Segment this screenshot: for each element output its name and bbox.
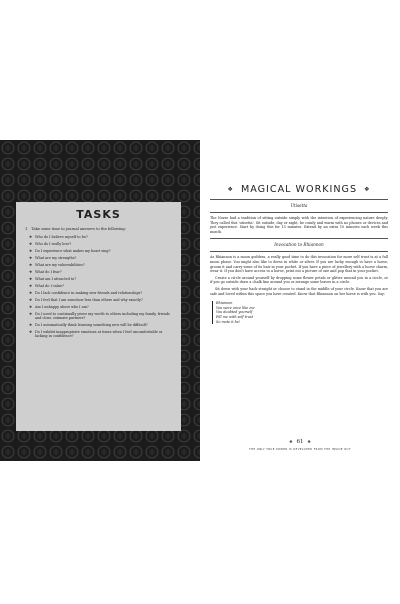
task-item	[29, 284, 172, 288]
bullet-icon: ❖	[29, 290, 33, 295]
bullet-icon: ❖	[29, 304, 33, 309]
task-item	[29, 235, 172, 239]
invocation-paragraph: Sit down with your back straight or choose to stand in the middle of your circle. Know that you are safe and loved within this space you have created. Know that Rhiannon on her horse is with you. Say:	[210, 286, 388, 296]
intro-number: 1.	[25, 227, 29, 231]
bullet-icon: ❖	[29, 283, 33, 288]
invocation-poem	[212, 301, 388, 324]
task-item	[29, 277, 172, 281]
ornament-icon: ❖	[289, 439, 293, 444]
right-page	[200, 140, 400, 461]
invocation-paragraph: Create a circle around yourself by dropping some flower petals or glitter around you in a circle, or if you go outside draw a chalk line around you or arrange some leaves in a circle.	[210, 275, 388, 285]
tasks-intro	[25, 227, 172, 232]
poem-line: Fill me with self trust	[216, 314, 254, 319]
bullet-icon: ❖	[29, 235, 33, 239]
task-list	[25, 235, 172, 339]
task-item	[29, 298, 172, 302]
task-text: Do I lack confidence in making new friends and relationships?	[35, 290, 143, 295]
task-item	[29, 242, 172, 246]
task-text: Do I experience what makes my heart sing?	[35, 248, 111, 253]
task-item	[29, 305, 172, 309]
invocation-paragraph: As Rhiannon is a moon goddess, a really good time to do this invocation for more self trust is at a full moon phase. You might also like to dress in white or silver. If you are lucky enough to have a horse, groom it and carry some of its hair in your pocket. If you have a piece of jewellery with a horse charm, wear it. If you don't have access to a horse, print out a picture of one and pop that in your pocket.	[210, 255, 388, 274]
task-item	[29, 312, 172, 321]
poem-line: So mote it be!	[216, 319, 241, 324]
task-text: Do I exhibit inappropriate emotions at times when I feel uncomfortable or lacking in confidence?	[35, 330, 163, 339]
utisetta-text: The Norse had a tradition of sitting outside simply with the intention of experiencing nature deeply. They called this 'utisetta'. Sit outside, day or night, be comfy and warm with no phones or devices and just experience. Start by doing this for 15 minutes. Extend by an extra 10 minutes each week this month.	[210, 216, 388, 234]
task-text: What are my strengths?	[35, 255, 77, 260]
ornament-icon: ❖	[364, 185, 371, 193]
poem-line: Rhiannon	[216, 301, 233, 306]
book-spread	[0, 140, 400, 461]
task-text: Do I automatically think learning something new will be difficult?	[35, 323, 148, 328]
poem-line: You doubted yourself	[216, 310, 253, 315]
task-text: Do I need to continually prove my worth to others including my family, friends and close, intimate partners?	[35, 311, 170, 321]
task-item	[29, 323, 172, 327]
task-text: What do I fear?	[35, 269, 62, 274]
bullet-icon: ❖	[29, 297, 33, 302]
task-item	[29, 270, 172, 274]
task-item	[29, 256, 172, 260]
page-number	[200, 439, 400, 445]
bullet-icon: ❖	[29, 330, 33, 335]
bullet-icon: ❖	[29, 255, 33, 260]
bullet-icon: ❖	[29, 311, 33, 316]
page-heading	[210, 184, 388, 195]
bullet-icon: ❖	[29, 323, 33, 328]
bullet-icon: ❖	[29, 269, 33, 274]
divider	[210, 238, 388, 239]
divider	[210, 212, 388, 213]
section-title-utisetta: Utisetta	[290, 203, 308, 208]
tasks-panel	[16, 202, 181, 431]
ornament-icon: ❖	[227, 185, 234, 193]
heading-text: MAGICAL WORKINGS	[240, 184, 358, 195]
left-page	[0, 140, 200, 461]
task-text: What are my vulnerabilities?	[35, 262, 85, 267]
task-item	[29, 291, 172, 295]
tasks-title: TASKS	[76, 208, 121, 221]
task-item	[29, 330, 172, 339]
task-text: What do I value?	[35, 283, 64, 288]
intro-text: Take some time to journal answers to the following:	[31, 227, 126, 231]
bullet-icon: ❖	[29, 262, 33, 267]
task-text: Am I unhappy about who I am?	[35, 304, 89, 309]
running-footer: THE ONLY TRUE POWER IS DEVELOPED FROM THE INSIDE OUT	[249, 448, 351, 451]
ornament-icon: ❖	[307, 439, 311, 444]
page-number-value: 61	[296, 439, 304, 445]
bullet-icon: ❖	[29, 248, 33, 253]
section-title-invocation: Invocation to Rhiannon	[274, 242, 324, 248]
divider	[210, 251, 388, 252]
bullet-icon: ❖	[29, 276, 33, 281]
task-item	[29, 263, 172, 267]
task-text: Who do I believe myself to be?	[35, 235, 88, 239]
divider	[210, 199, 388, 200]
poem-line: You were once like me	[216, 305, 255, 310]
bullet-icon: ❖	[29, 241, 33, 246]
task-text: What am I attracted to?	[35, 276, 77, 281]
task-item	[29, 249, 172, 253]
task-text: Do I feel that I am somehow less than others and why exactly?	[35, 297, 143, 302]
task-text: Who do I really love?	[35, 241, 72, 246]
